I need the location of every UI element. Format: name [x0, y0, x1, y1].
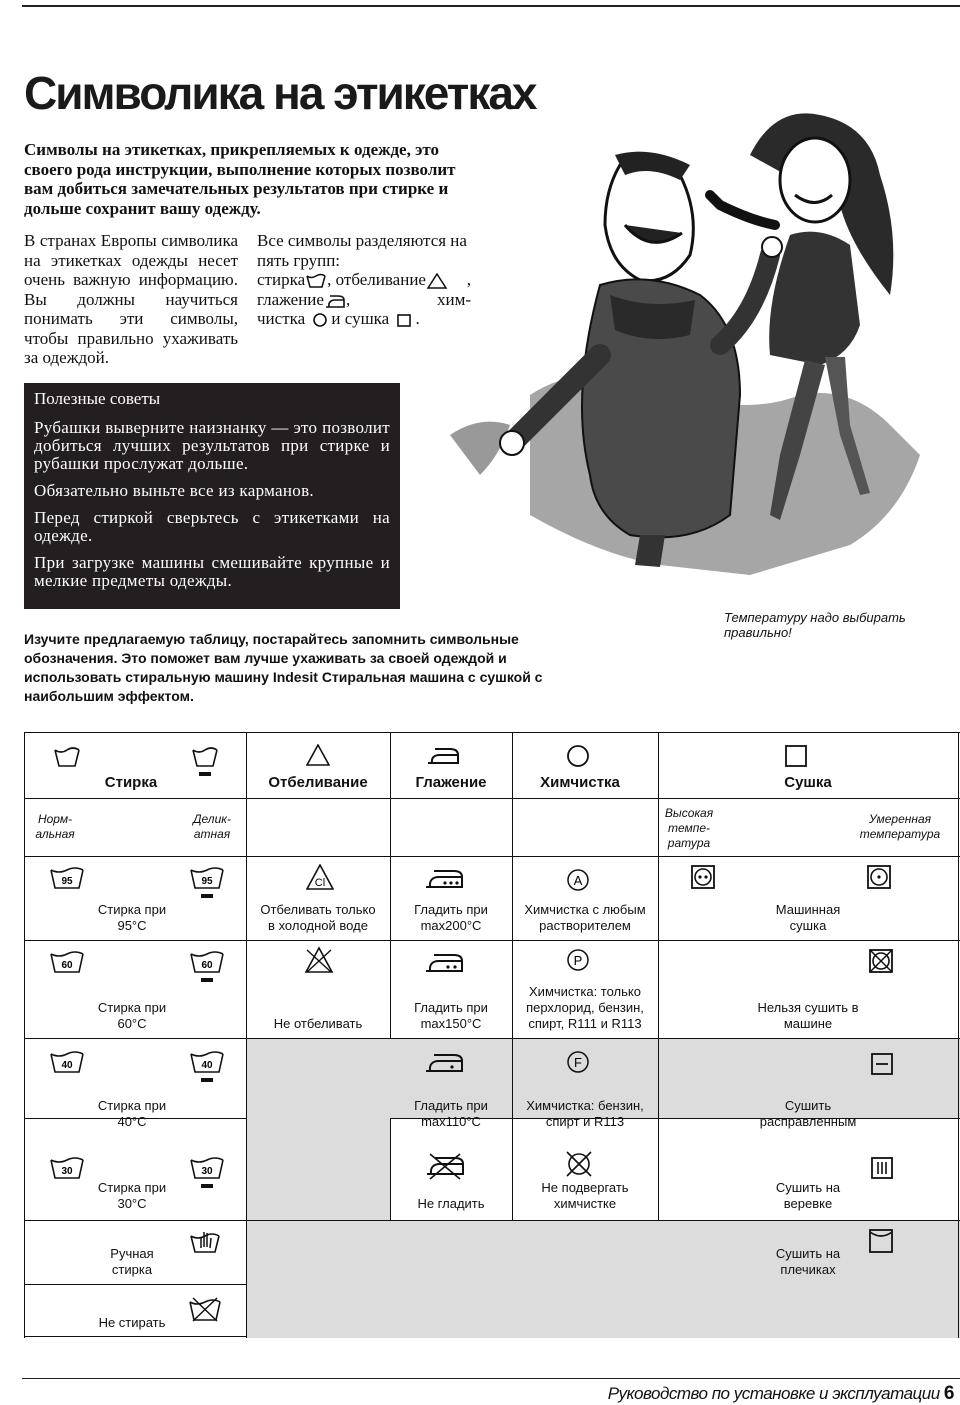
- header-bleach: Отбеливание: [268, 774, 368, 791]
- top-rule: [22, 5, 960, 7]
- groups-dryclean-label: чистка: [257, 309, 306, 328]
- intro-paragraph: Символы на этикетках, прикрепляемых к одежде, это своего рода инструкции, выполнение которых позволит вам добиться замечательных результатов при стирке и дольше сохранит вашу одежду.: [24, 140, 456, 218]
- tips-box: [24, 383, 400, 609]
- dryclean-a-icon: [566, 868, 590, 892]
- header-drying: Сушка: [784, 774, 832, 791]
- groups-drying-label: и сушка: [331, 309, 390, 328]
- groups-line-2: пять групп:: [257, 250, 341, 270]
- dryclean-icon: [566, 744, 590, 768]
- dryclean-f-value: F: [574, 1055, 582, 1070]
- wash-30-value: 30: [61, 1166, 73, 1177]
- no-tumble-dry-icon: [868, 948, 894, 974]
- iron-one-dot-icon: [424, 1052, 464, 1074]
- wash-40-value: 40: [61, 1060, 73, 1071]
- wash-30-delicate-value: 30: [201, 1166, 213, 1177]
- table-border: [958, 732, 959, 1338]
- table-border: [24, 1284, 246, 1285]
- label-hand-wash: Ручная стирка: [110, 1246, 154, 1277]
- subheader-moderate-temp: Умеренная температура: [859, 812, 941, 841]
- page-footer: [608, 1383, 954, 1405]
- dryclean-a-value: A: [573, 873, 583, 888]
- groups-comma: ,: [466, 270, 471, 289]
- label-dry-flat: Сушить расправленным: [759, 1098, 857, 1129]
- groups-dot: .: [415, 309, 420, 328]
- table-border: [24, 1038, 960, 1039]
- wash-60-delicate-value: 60: [201, 960, 213, 971]
- dry-flat-icon: [870, 1052, 894, 1076]
- iron-three-dots-icon: [424, 868, 464, 890]
- care-symbols-table: [24, 732, 960, 1338]
- subheader-normal: Норм- альная: [35, 812, 75, 841]
- dancing-couple-illustration: [420, 95, 958, 615]
- label-bleach-cold: Отбеливать только в холодной воде: [260, 902, 376, 933]
- study-paragraph: Изучите предлагаемую таблицу, постарайтесь запомнить символьные обозначения. Это поможет вам лучше ухаживать за своей одеждой и использовать стиральную машину Indesit Стиральная машина с сушкой с наибольшим эффектом.: [24, 631, 543, 704]
- tips-heading: Полезные советы: [34, 389, 161, 408]
- page-number: 6: [943, 1383, 954, 1404]
- hand-wash-icon: [190, 1228, 220, 1254]
- table-border: [24, 732, 960, 733]
- footer-manual-title: Руководство по установке и эксплуатации: [607, 1384, 940, 1403]
- label-wash-30: Стирка при 30°C: [97, 1180, 167, 1211]
- wash-60-delicate-icon: [190, 950, 224, 984]
- dryclean-circle-icon: [309, 312, 331, 328]
- subheader-delicate: Делик- атная: [193, 812, 231, 841]
- no-dryclean-icon: [564, 1150, 594, 1178]
- line-dry-icon: [870, 1156, 894, 1180]
- empty-cell-r5-r6: [246, 1220, 960, 1338]
- label-dryclean-any: Химчистка с любым растворителем: [524, 902, 646, 933]
- wash-60-value: 60: [61, 960, 73, 971]
- groups-iron-comma: ,: [345, 289, 351, 309]
- label-machine-dry: Машинная сушка: [775, 902, 841, 933]
- label-dryclean-benzine: Химчистка: бензин, спирт и R113: [526, 1098, 644, 1129]
- table-border: [24, 856, 960, 857]
- table-border: [24, 1336, 246, 1337]
- table-border: [24, 798, 960, 799]
- tip-labels: Перед стиркой сверьтесь с этикетками на одежде.: [34, 508, 390, 545]
- label-iron-200: Гладить при max200°C: [414, 902, 488, 933]
- label-iron-150: Гладить при max150°C: [414, 1000, 488, 1031]
- label-wash-95: Стирка при 95°C: [97, 902, 167, 933]
- drying-square-icon: [393, 312, 415, 328]
- wash-95-delicate-value: 95: [201, 876, 213, 887]
- bleach-cl-icon: [306, 864, 334, 890]
- wash-40-delicate-icon: [190, 1050, 224, 1084]
- temperature-note: Температуру надо выбирать правильно!: [724, 610, 906, 640]
- wash-60-icon: [50, 950, 84, 974]
- wash-95-value: 95: [61, 876, 73, 887]
- no-wash-icon: [188, 1296, 222, 1322]
- label-no-dryclean: Не подвергать химчистке: [541, 1180, 629, 1211]
- label-no-wash: Не стирать: [98, 1315, 166, 1330]
- wash-40-delicate-value: 40: [201, 1060, 213, 1071]
- header-dryclean: Химчистка: [540, 774, 620, 791]
- tumble-dry-moderate-icon: [866, 864, 892, 890]
- tip-pockets: Обязательно выньте все из карманов.: [34, 481, 314, 500]
- label-no-machine-dry: Нельзя сушить в машине: [757, 1000, 859, 1031]
- label-hanger-dry: Сушить на плечиках: [775, 1246, 841, 1277]
- label-wash-60: Стирка при 60°C: [97, 1000, 167, 1031]
- table-border: [658, 732, 659, 1220]
- tip-shirts: Рубашки выверните наизнанку — это позволит добиться лучших результатов при стирке и рубашки прослужат дольше.: [34, 418, 390, 473]
- wash-30-icon: [50, 1156, 84, 1180]
- iron-two-dots-icon: [424, 952, 464, 974]
- wash-30-delicate-icon: [190, 1156, 224, 1190]
- dryclean-f-icon: [566, 1050, 590, 1074]
- wash-40-icon: [50, 1050, 84, 1074]
- groups-line-1: Все символы разделяются на: [257, 231, 467, 250]
- groups-bleach-label: , отбеливание: [327, 270, 426, 289]
- label-dryclean-perchlor: Химчистка: только перхлорид, бензин, спирт, R111 и R113: [526, 984, 644, 1031]
- iron-icon: [324, 293, 346, 309]
- europe-paragraph: В странах Европы символика на этикетках одежды несет очень важную информацию. Вы должны научиться понимать эти символы, чтобы правильно ухаживать за одеждой.: [24, 231, 238, 367]
- tumble-dry-high-icon: [690, 864, 716, 890]
- groups-wash-label: стирка: [257, 270, 306, 289]
- drying-icon: [784, 744, 808, 768]
- label-iron-110: Гладить при max110°C: [414, 1098, 488, 1129]
- iron-icon: [426, 746, 460, 766]
- no-iron-icon: [424, 1152, 466, 1180]
- empty-cell-r4-bleach: [246, 1118, 390, 1220]
- dryclean-p-value: P: [573, 953, 583, 968]
- table-border: [512, 732, 513, 1220]
- label-no-bleach: Не отбеливать: [273, 1016, 363, 1031]
- wash-normal-icon: [54, 746, 80, 768]
- wash-tub-icon: [305, 273, 327, 289]
- label-no-iron: Не гладить: [417, 1196, 485, 1211]
- wash-95-icon: [50, 866, 84, 890]
- header-wash: Стирка: [104, 774, 158, 791]
- table-border: [246, 732, 247, 1338]
- header-iron: Глажение: [415, 774, 487, 791]
- subheader-high-temp: Высокая темпе- ратура: [664, 806, 714, 850]
- wash-95-delicate-icon: [190, 866, 224, 900]
- no-bleach-icon: [304, 946, 334, 974]
- table-border: [24, 940, 960, 941]
- page-title: Символика на этикетках: [24, 67, 536, 119]
- bleach-icon: [306, 744, 330, 766]
- table-border: [24, 732, 25, 1338]
- label-wash-40: Стирка при 40°C: [97, 1098, 167, 1129]
- bottom-rule: [22, 1378, 960, 1379]
- groups-iron-label: глажение: [257, 289, 324, 309]
- groups-dry-prefix: хим-: [436, 289, 471, 309]
- label-line-dry: Сушить на веревке: [775, 1180, 841, 1211]
- dryclean-p-icon: [566, 948, 590, 972]
- table-border: [24, 1220, 960, 1221]
- bleach-cl-value: Cl: [314, 877, 326, 889]
- tip-mix-items: При загрузке машины смешивайте крупные и мелкие предметы одежды.: [34, 553, 390, 590]
- wash-delicate-icon: [192, 746, 218, 780]
